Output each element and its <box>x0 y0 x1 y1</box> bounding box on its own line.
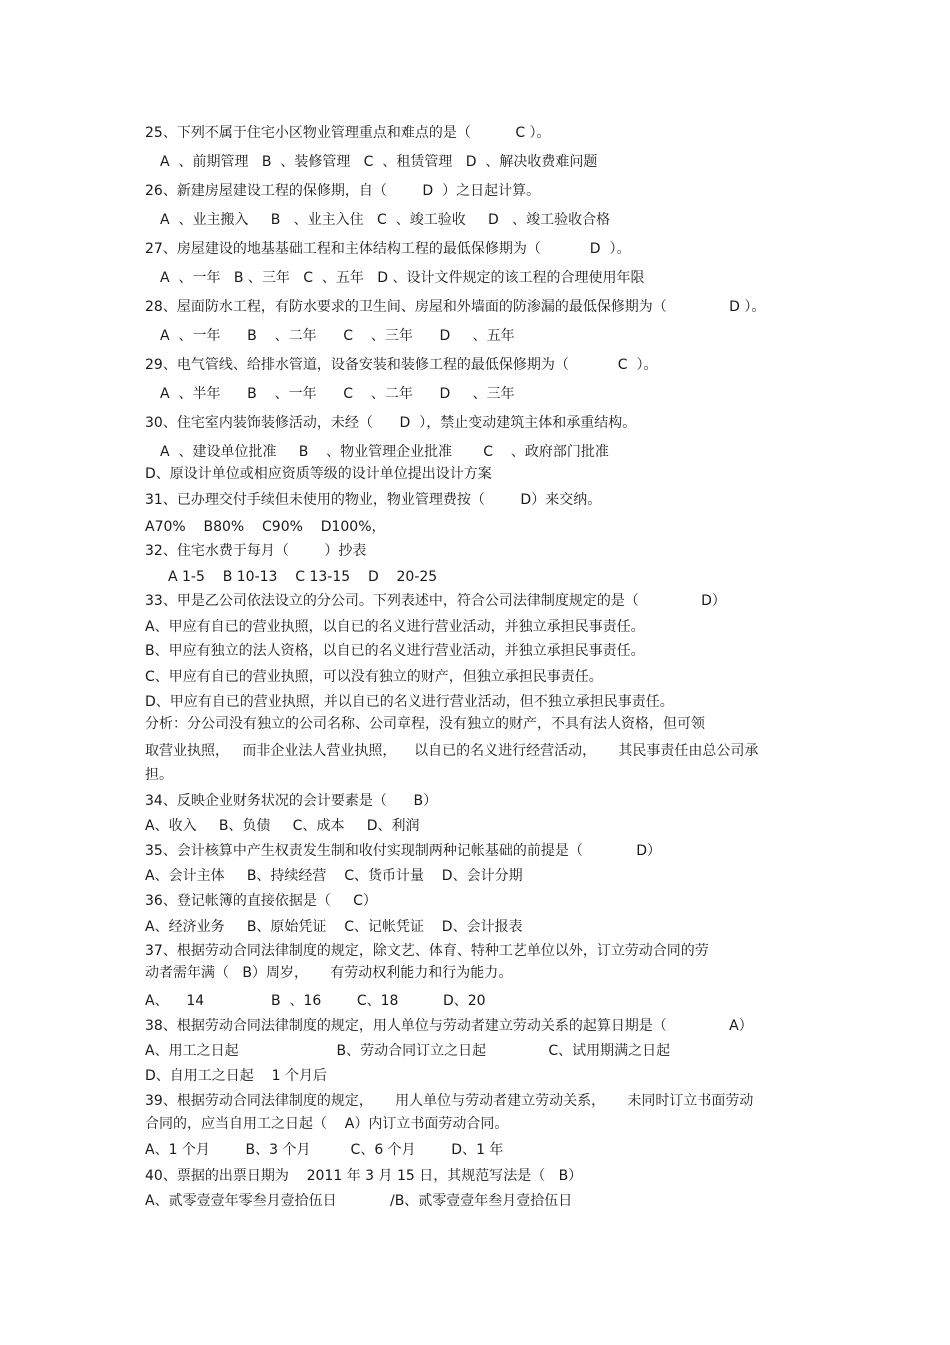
options-25: A 、前期管理 B 、装修管理 C 、租赁管理 D 、解决收费难问题 <box>160 154 598 170</box>
question-39-line1: 39、根据劳动合同法律制度的规定， 用人单位与劳动者建立劳动关系， 未同时订立书面劳动 <box>145 1093 754 1109</box>
options-31: A70% B80% C90% D100%， <box>145 519 386 535</box>
option-33-a: A、甲应有自已的营业执照，以自已的名义进行营业活动，并独立承担民事责任。 <box>145 619 645 635</box>
question-35: 35、会计核算中产生权责发生制和收付实现制两种记帐基础的前提是（ D） <box>145 843 661 859</box>
analysis-33-line3: 担。 <box>145 767 173 783</box>
question-37-line2: 动者需年满（ B）周岁， 有劳动权利能力和行为能力。 <box>145 965 513 981</box>
options-38-abc: A、用工之日起 B、劳动合同订立之日起 C、试用期满之日起 <box>145 1043 671 1059</box>
option-33-c: C、甲应有自已的营业执照，可以没有独立的财产，但独立承担民事责任。 <box>145 669 603 685</box>
options-37: A、 14 B 、16 C、18 D、20 <box>145 993 486 1009</box>
options-32: A 1-5 B 10-13 C 13-15 D 20-25 <box>168 569 438 585</box>
options-40: A、贰零壹壹年零叁月壹拾伍日 /B、贰零壹壹年叁月壹拾伍日 <box>145 1193 573 1209</box>
question-33: 33、甲是乙公司依法设立的分公司。下列表述中，符合公司法律制度规定的是（ D） <box>145 593 726 609</box>
options-30-abc: A 、建设单位批准 B 、物业管理企业批准 C 、政府部门批准 <box>160 444 609 460</box>
options-29: A 、半年 B 、一年 C 、二年 D 、三年 <box>160 386 515 402</box>
question-36: 36、登记帐簿的直接依据是（ C） <box>145 893 377 909</box>
question-40: 40、票据的出票日期为 2011 年 3 月 15 日，其规范写法是（ B） <box>145 1168 583 1184</box>
analysis-33-line2: 取营业执照， 而非企业法人营业执照， 以自已的名义进行经营活动， 其民事责任由总公司承 <box>145 743 759 759</box>
question-25: 25、下列不属于住宅小区物业管理重点和难点的是（ C ）。 <box>145 125 551 141</box>
question-31: 31、已办理交付手续但未使用的物业，物业管理费按（ D）来交纳。 <box>145 492 602 508</box>
question-39-line2: 合同的，应当自用工之日起（ A）内订立书面劳动合同。 <box>145 1116 509 1132</box>
options-36: A、经济业务 B、原始凭证 C、记帐凭证 D、会计报表 <box>145 919 523 935</box>
options-26: A 、业主搬入 B 、业主入住 C 、竣工验收 D 、竣工验收合格 <box>160 212 611 228</box>
option-33-b: B、甲应有独立的法人资格，以自已的名义进行营业活动，并独立承担民事责任。 <box>145 643 645 659</box>
question-28: 28、屋面防水工程，有防水要求的卫生间、房屋和外墙面的防渗漏的最低保修期为（ D ）。 <box>145 299 766 315</box>
options-35: A、会计主体 B、持续经营 C、货币计量 D、会计分期 <box>145 868 523 884</box>
question-27: 27、房屋建设的地基基础工程和主体结构工程的最低保修期为（ D ）。 <box>145 241 631 257</box>
option-33-d: D、甲应有自已的营业执照，并以自已的名义进行营业活动，但不独立承担民事责任。 <box>145 694 674 710</box>
question-34: 34、反映企业财务状况的会计要素是（ B） <box>145 793 438 809</box>
options-34: A、收入 B、负债 C、成本 D、利润 <box>145 818 420 834</box>
options-27: A 、一年 B 、三年 C 、五年 D 、设计文件规定的该工程的合理使用年限 <box>160 270 645 286</box>
question-37-line1: 37、根据劳动合同法律制度的规定，除文艺、体育、特种工艺单位以外，订立劳动合同的劳 <box>145 943 709 959</box>
question-32: 32、住宅水费于每月（ ）抄表 <box>145 543 367 559</box>
question-29: 29、电气管线、给排水管道，设备安装和装修工程的最低保修期为（ C ）。 <box>145 357 658 373</box>
options-38-d: D、自用工之日起 1 个月后 <box>145 1068 327 1084</box>
question-38: 38、根据劳动合同法律制度的规定，用人单位与劳动者建立劳动关系的起算日期是（ A） <box>145 1018 753 1034</box>
options-30-d: D、原设计单位或相应资质等级的设计单位提出设计方案 <box>145 466 492 482</box>
options-39: A、1 个月 B、3 个月 C、6 个月 D、1 年 <box>145 1142 504 1158</box>
question-26: 26、新建房屋建设工程的保修期，自（ D ）之日起计算。 <box>145 183 541 199</box>
analysis-33-line1: 分析：分公司没有独立的公司名称、公司章程，没有独立的财产，不具有法人资格，但可领 <box>145 716 705 732</box>
options-28: A 、一年 B 、二年 C 、三年 D 、五年 <box>160 328 515 344</box>
question-30: 30、住宅室内装饰装修活动，未经（ D ），禁止变动建筑主体和承重结构。 <box>145 415 637 431</box>
